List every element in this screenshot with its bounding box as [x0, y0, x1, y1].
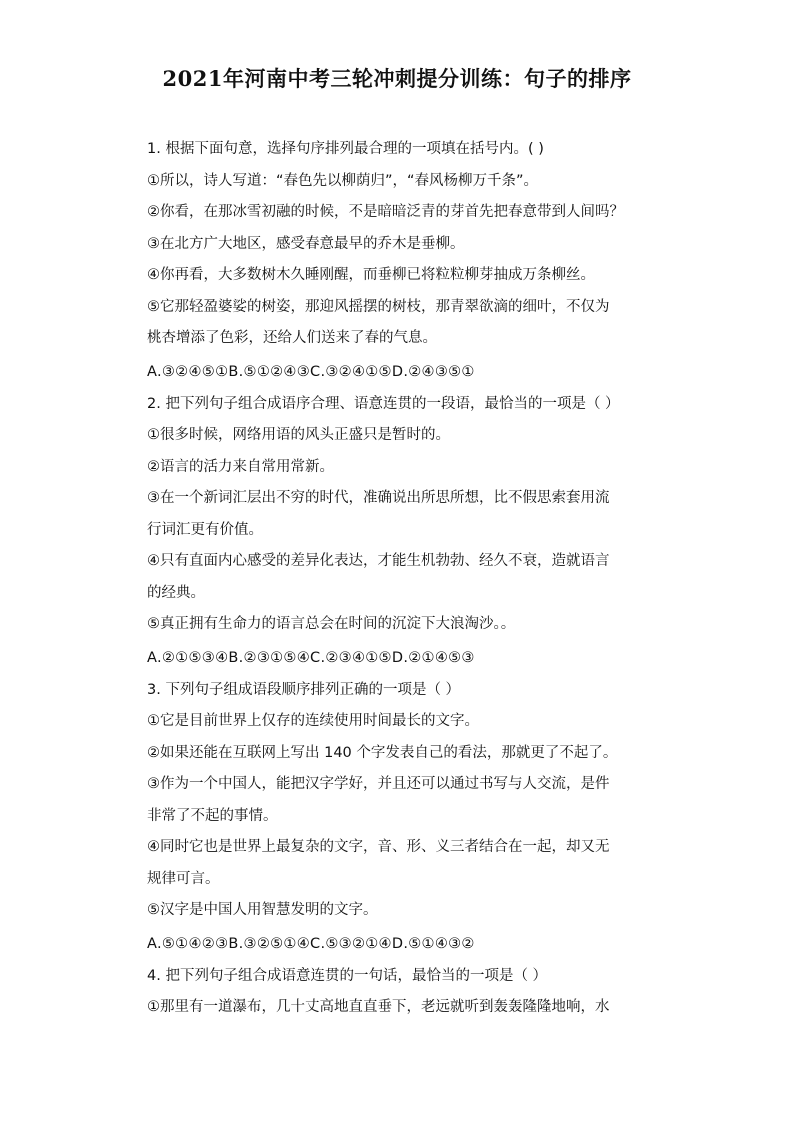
question-stem: 2. 把下列句子组合成语序合理、语意连贯的一段语，最恰当的一项是（ ）: [147, 395, 620, 412]
sentence-line: ⑤汉字是中国人用智慧发明的文字。: [147, 902, 378, 918]
question-1: [147, 134, 707, 389]
sentence-line: ③在一个新词汇层出不穷的时代，准确说出所思所想，比不假思索套用流: [147, 490, 610, 506]
answer-options: A.③②④⑤①B.⑤①②④③C.③②④①⑤D.②④③⑤①: [147, 363, 475, 380]
sentence-line: 行词汇更有价值。: [147, 521, 263, 538]
sentence-line: ⑤真正拥有生命力的语言总会在时间的沉淀下大浪淘沙。。: [147, 616, 516, 632]
sentence-line: ①所以，诗人写道：“春色先以柳荫归”，“春风杨柳万千条”。: [147, 172, 539, 189]
question-4: [147, 961, 707, 1024]
sentence-line: ②你看，在那冰雪初融的时候，不是暗暗泛青的芽首先把春意带到人间吗？: [147, 204, 624, 220]
sentence-line: ②语言的活力来自常用常新。: [147, 458, 334, 475]
sentence-line: ④同时它也是世界上最复杂的文字，音、形、义三者结合在一起，却又无: [147, 839, 610, 855]
sentence-line: 非常了不起的事情。: [147, 807, 278, 824]
question-3: [147, 675, 707, 961]
sentence-line: 规律可言。: [147, 870, 220, 887]
answer-options: A.②①⑤③④B.②③①⑤④C.②③④①⑤D.②①④⑤③: [147, 649, 475, 666]
sentence-line: ④只有直面内心感受的差异化表达，才能生机勃勃、经久不衰，造就语言: [147, 553, 610, 569]
question-2: [147, 389, 707, 675]
sentence-line: 桃杏增添了色彩，还给人们送来了春的气息。: [147, 330, 437, 346]
sentence-line: ①很多时候，网络用语的风头正盛只是暂时的。: [147, 427, 450, 443]
document-title: 2021年河南中考三轮冲刺提分训练：句子的排序: [162, 66, 632, 91]
sentence-line: ①它是目前世界上仅存的连续使用时间最长的文字。: [147, 713, 479, 729]
sentence-line: ⑤它那轻盈婆娑的树姿，那迎风摇摆的树枝，那青翠欲滴的细叶，不仅为: [147, 298, 610, 315]
sentence-line: ④你再看，大多数树木久睡刚醒，而垂柳已将粒粒柳芽抽成万条柳丝。: [147, 267, 595, 283]
question-stem: 4. 把下列句子组合成语意连贯的一句话，最恰当的一项是（ ）: [147, 967, 548, 984]
sentence-line: ②如果还能在互联网上写出 140 个字发表自己的看法，那就更了不起了。: [147, 744, 618, 761]
answer-options: A.⑤①④②③B.③②⑤①④C.⑤③②①④D.⑤①④③②: [147, 935, 475, 952]
sentence-line: ③在北方广大地区，感受春意最早的乔木是垂柳。: [147, 235, 465, 252]
question-stem: 3. 下列句子组成语段顺序排列正确的一项是（ ）: [147, 681, 461, 698]
sentence-line: ①那里有一道瀑布，几十丈高地直直垂下，老远就听到轰轰隆隆地响，水: [147, 999, 610, 1015]
question-list: [147, 134, 707, 1024]
sentence-line: 的经典。: [147, 584, 205, 601]
question-stem: 1. 根据下面句意，选择句序排列最合理的一项填在括号内。( ): [147, 141, 544, 157]
sentence-line: ③作为一个中国人，能把汉字学好，并且还可以通过书写与人交流，是件: [147, 776, 610, 792]
